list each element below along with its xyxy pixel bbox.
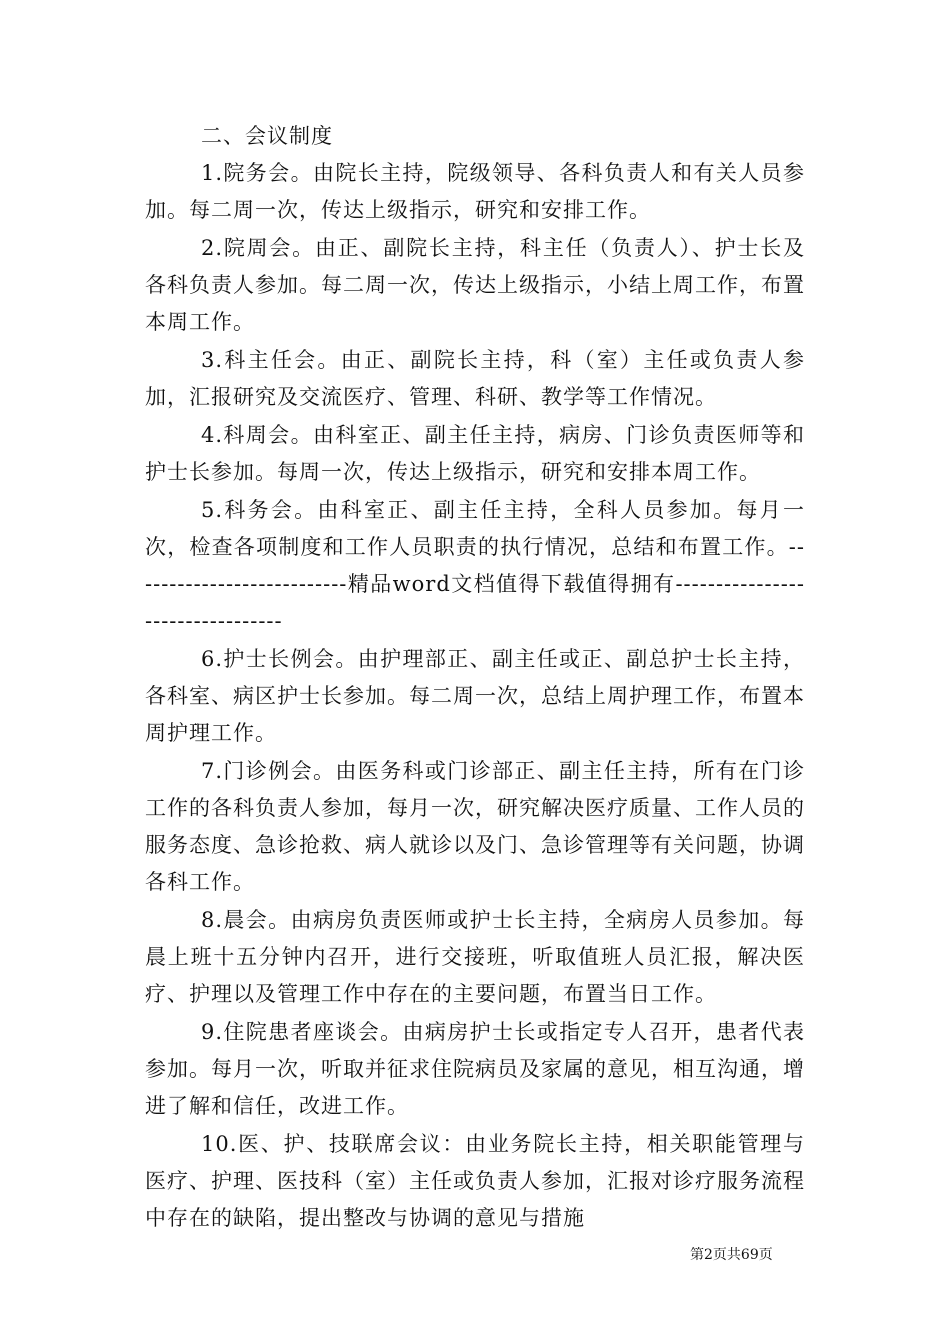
- paragraph-1: 1.院务会。由院长主持，院级领导、各科负责人和有关人员参加。每二周一次，传达上级指示，研究和安排工作。: [145, 161, 805, 222]
- paragraph-7: 7.门诊例会。由医务科或门诊部正、副主任主持，所有在门诊工作的各科负责人参加，每月一次，研究解决医疗质量、工作人员的服务态度、急诊抢救、病人就诊以及门、急诊管理等有关问题，协调各科工作。: [145, 759, 805, 894]
- document-body: [145, 118, 805, 1237]
- paragraph-8: 8.晨会。由病房负责医师或护士长主持，全病房人员参加。每晨上班十五分钟内召开，进行交接班，听取值班人员汇报，解决医疗、护理以及管理工作中存在的主要问题，布置当日工作。: [145, 908, 805, 1006]
- paragraph-2: 2.院周会。由正、副院长主持，科主任（负责人）、护士长及各科负责人参加。每二周一次，传达上级指示，小结上周工作，布置本周工作。: [145, 236, 805, 334]
- paragraph-3: 3.科主任会。由正、副院长主持，科（室）主任或负责人参加，汇报研究及交流医疗、管理、科研、教学等工作情况。: [145, 348, 805, 409]
- paragraph-4: 4.科周会。由科室正、副主任主持，病房、门诊负责医师等和护士长参加。每周一次，传达上级指示，研究和安排本周工作。: [145, 423, 805, 484]
- page-number: 第2页共69页: [690, 1247, 773, 1263]
- section-heading: 二、会议制度: [201, 124, 333, 148]
- paragraph-5: 5.科务会。由科室正、副主任主持，全科人员参加。每月一次，检查各项制度和工作人员职责的执行情况，总结和布置工作。---------------------------精品word文档值得下载值得拥有---------------------------------: [145, 498, 805, 633]
- paragraph-10: 10.医、护、技联席会议：由业务院长主持，相关职能管理与医疗、护理、医技科（室）主任或负责人参加，汇报对诊疗服务流程中存在的缺陷，提出整改与协调的意见与措施: [145, 1132, 805, 1230]
- paragraph-6: 6.护士长例会。由护理部正、副主任或正、副总护士长主持，各科室、病区护士长参加。每二周一次，总结上周护理工作，布置本周护理工作。: [145, 647, 805, 745]
- paragraph-9: 9.住院患者座谈会。由病房护士长或指定专人召开，患者代表参加。每月一次，听取并征求住院病员及家属的意见，相互沟通，增进了解和信任，改进工作。: [145, 1020, 805, 1118]
